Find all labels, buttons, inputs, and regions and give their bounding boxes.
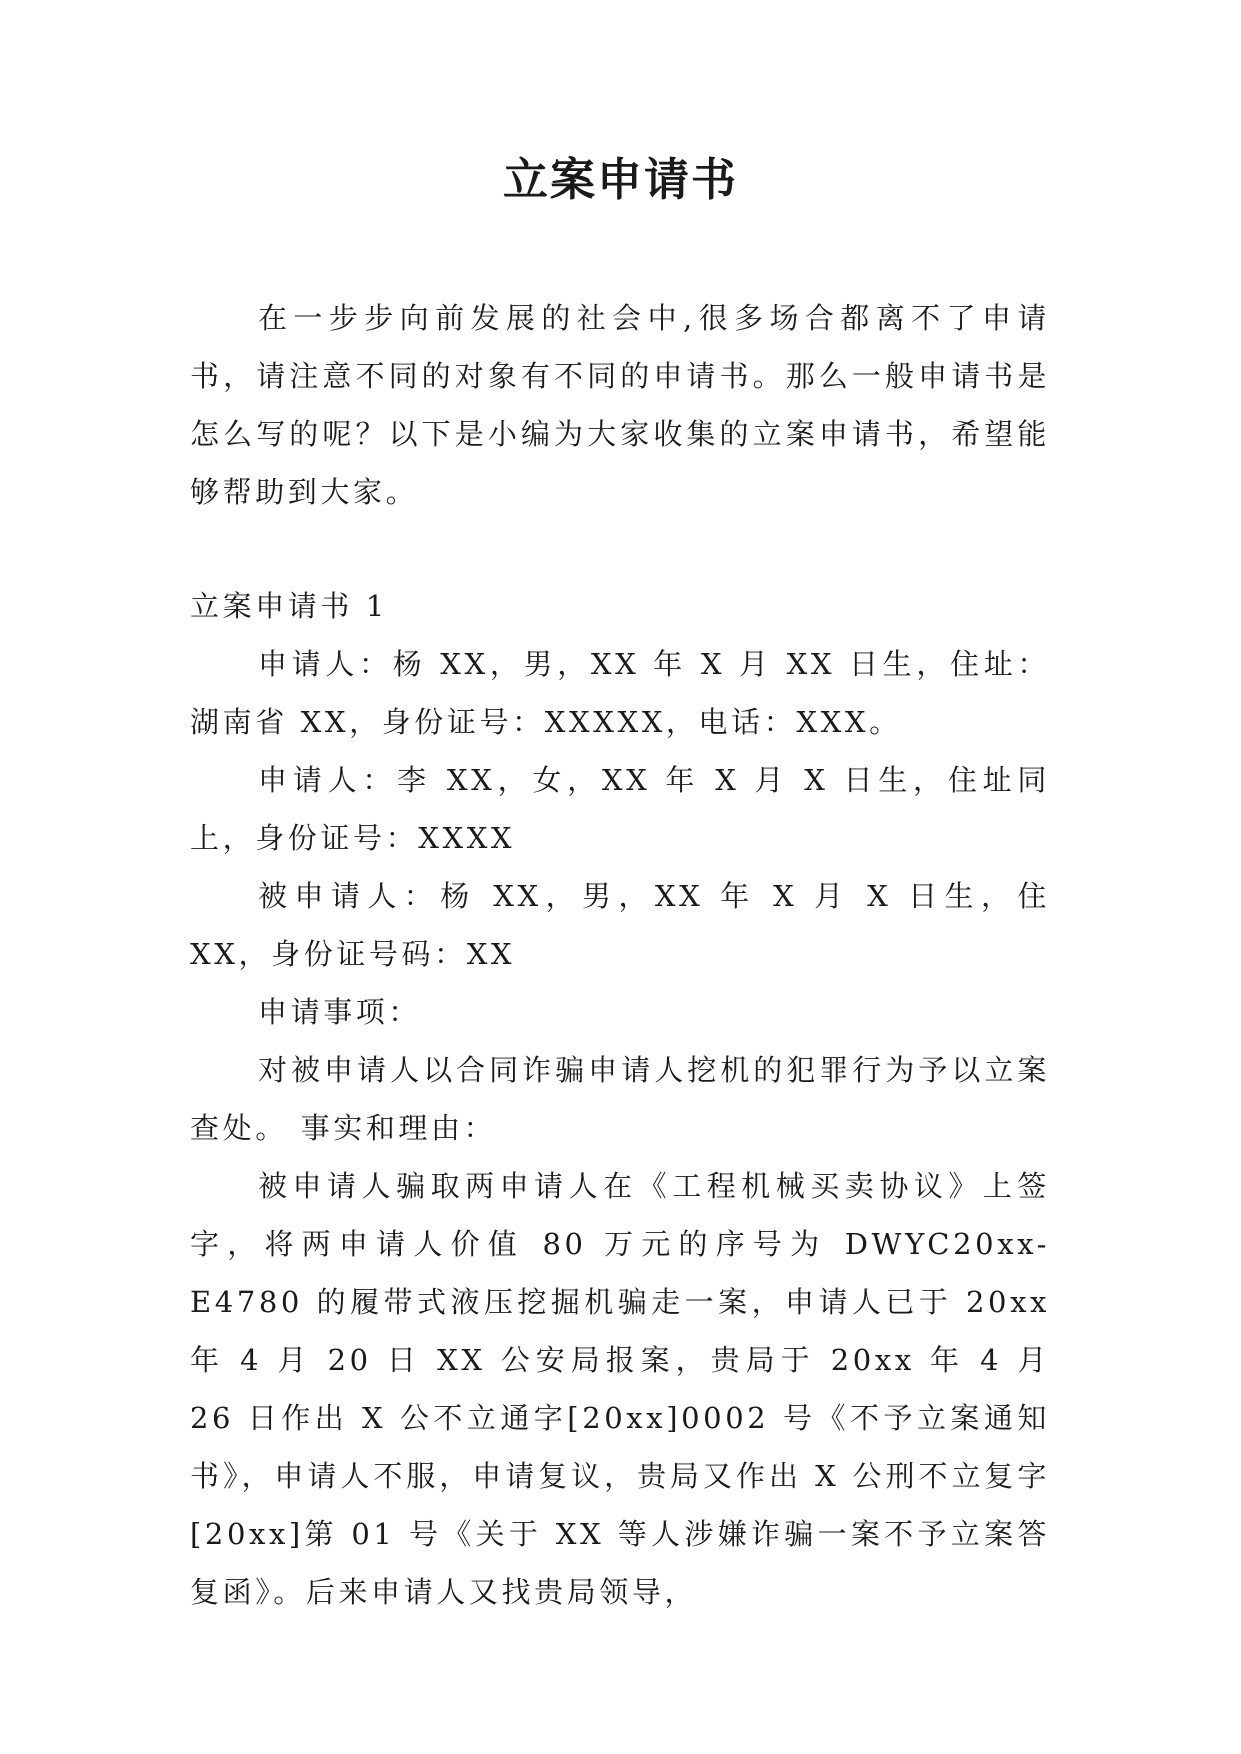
applicant-2-paragraph: 申请人：李 XX，女，XX 年 X 月 X 日生，住址同上，身份证号：XXXX: [190, 763, 1050, 855]
respondent-paragraph: 被申请人：杨 XX，男，XX 年 X 月 X 日生，住 XX，身份证号码：XX: [190, 879, 1050, 971]
intro-section: [190, 289, 1050, 521]
intro-paragraph: 在一步步向前发展的社会中,很多场合都离不了申请书，请注意不同的对象有不同的申请书。那么一般申请书是怎么写的呢？以下是小编为大家收集的立案申请书，希望能够帮助到大家。: [190, 301, 1050, 509]
facts-paragraph: 被申请人骗取两申请人在《工程机械买卖协议》上签字，将两申请人价值 80 万元的序号为 DWYC20xx-E4780 的履带式液压挖掘机骗走一案，申请人已于 20xx 年 4 月 20 日 XX 公安局报案，贵局于 20xx 年 4 月 26 日作出 X 公不立通字[20xx]0002 号《不予立案通知书》，申请人不服，申请复议，贵局又作出 X 公刑不立复字[20xx]第 01 号《关于 XX 等人涉嫌诈骗一案不予立案答复函》。后来申请人又找贵局领导，: [190, 1169, 1050, 1609]
document-title: 立案申请书: [502, 153, 738, 206]
request-items-heading: 申请事项：: [258, 995, 422, 1029]
request-items-paragraph: 对被申请人以合同诈骗申请人挖机的犯罪行为予以立案查处。 事实和理由：: [190, 1053, 1050, 1145]
applicant-1-paragraph: 申请人：杨 XX，男，XX 年 X 月 XX 日生，住址：湖南省 XX，身份证号：XXXXX，电话：XXX。: [190, 647, 1050, 739]
section-heading: 立案申请书 1: [190, 589, 388, 623]
application-section: [190, 577, 1050, 1621]
